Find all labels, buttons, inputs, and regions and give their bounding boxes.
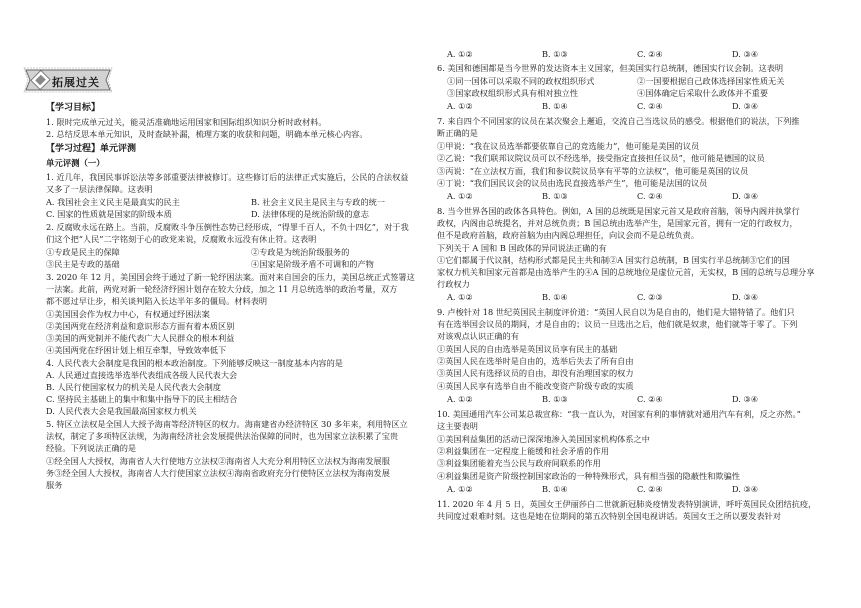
option-c[interactable]: C. ②④ <box>637 49 663 59</box>
question-text: 经验。下列说法正确的是 <box>46 443 137 453</box>
option-a[interactable]: A. ①② <box>447 484 473 494</box>
option-b[interactable]: B. ①④ <box>542 101 568 111</box>
question-text: 有在选举国会议员的期间，才是自由的；议员一旦选出之后，他们就是奴隶，他们就等于零了。下列 <box>437 319 798 329</box>
question-text: 2. 反腐败永远在路上。当前，反腐败斗争压倒性态势已经形成，“得罪千百人，不负十四亿”，对于我 <box>46 222 409 232</box>
statement: ④利益集团是资产阶级控制国家政治的一种特殊形式，具有相当强的隐蔽性和欺骗性 <box>437 471 740 481</box>
question-text: 一法案。此前，两党对新一轮经济纾困计划存在较大分歧，加之 11 月总统选举的政治考量，双方 <box>46 284 398 294</box>
statement-4: ④国家是阶级矛盾不可调和的产物 <box>251 259 374 269</box>
question-text: 3. 2020 年 12 月，美国国会终于通过了新一轮纾困法案。面对来自国会的压力，美国总统正式签署这 <box>46 272 415 282</box>
statement: 服务 <box>46 480 63 490</box>
banner-title: 拓展过关 <box>52 76 100 89</box>
option-d[interactable]: D. ③④ <box>732 394 759 404</box>
option-a[interactable]: A. ①② <box>447 292 473 302</box>
statement: 务③经全国人大授权，海南省人大行使国家立法权④海南省政府充分行使特区立法权为海南发展 <box>46 468 390 478</box>
statement-1: ①专政是民主的保障 <box>46 247 120 257</box>
statement-3: ③民主是专政的基础 <box>46 259 120 269</box>
statement: ①美国利益集团的活动已深深地渗入美国国家机构体系之中 <box>437 434 650 444</box>
option-a[interactable]: A. ①② <box>447 191 473 201</box>
question-text: 4. 人民代表大会制度是我国的根本政治制度。下列能够反映这一制度基本内容的是 <box>46 358 343 368</box>
statement: ④英国人民享有选举自由不能改变资产阶级专政的实质 <box>437 381 634 391</box>
question-text: 这主要表明 <box>437 421 478 431</box>
statement: ④美国两党在纾困计划上相互牵掣，导致效率低下 <box>46 345 227 355</box>
statement: ②美国两党在经济利益和意识形态方面有着本质区别 <box>46 321 235 331</box>
option-d[interactable]: D. ③④ <box>732 292 759 302</box>
question-text: 断正确的是 <box>437 128 478 138</box>
statement-1: ①同一国体可以采取不同的政权组织形式 <box>447 76 595 86</box>
statement: ③英国人民有选择议员的自由，却没有治理国家的权力 <box>437 368 634 378</box>
statement: ②英国人民在选举时是自由的，选举后失去了所有自由 <box>437 356 634 366</box>
option-c[interactable]: C. ②③ <box>637 292 663 302</box>
question-text: 10. 美国通用汽车公司某总裁宣称：“我一直认为，对国家有利的事情就对通用汽车有利，反之亦然。” <box>437 409 801 419</box>
learning-goal-heading: 【学习目标】 <box>46 103 101 113</box>
question-text: 5. 特区立法权是全国人大授予海南等经济特区的权力。海南建省办经济特区 30 多年来，利用特区立 <box>46 419 408 429</box>
option-a[interactable]: A. 人民通过直接选举选举代表组成各级人民代表大会 <box>46 370 238 380</box>
option-b[interactable]: B. ①③ <box>542 394 568 404</box>
statement: ①英国人民的自由选举是英国议员享有民主的基础 <box>437 344 618 354</box>
question-text: 下列关于 A 国和 B 国政体的异同说法正确的有 <box>437 243 607 253</box>
statement: ①美国国会作为权力中心，有权通过纾困法案 <box>46 309 210 319</box>
unit-test-heading: 单元评测（一） <box>46 158 105 168</box>
option-b[interactable]: B. 人民行使国家权力的机关是人民代表大会制度 <box>46 382 221 392</box>
section-banner <box>22 66 114 94</box>
option-a[interactable]: A. ①② <box>447 101 473 111</box>
option-d[interactable]: D. ③④ <box>732 191 759 201</box>
option-d[interactable]: D. ③④ <box>732 101 759 111</box>
question-text: 1. 近几年，我国民事诉讼法等多部重要法律被修订。这些修订后的法律正式实施后，公民的合法权益 <box>46 172 409 182</box>
question-text: 们这个把“人民”二字铭刻于心的政党来说，反腐败永远没有休止符。这表明 <box>46 234 317 244</box>
question-text: 政权，内阁由总统提名，并对总统负责；B 国总统由选举产生，是国家元首，拥有一定的行政权力， <box>437 218 798 228</box>
statement: ①经全国人大授权，海南省人大行使地方立法权②海南省人大充分利用特区立法权为海南发展服 <box>46 456 390 466</box>
statement: ②乙说：“我们联邦议院议员可以不经选举，接受指定直接担任议员”，他可能是德国的议员 <box>437 153 765 163</box>
option-c[interactable]: C. ②④ <box>637 101 663 111</box>
question-text: 共同度过艰难时刻。这也是她在位期间的第五次特别全国电视讲话。英国女王之所以要发表针对 <box>437 511 781 521</box>
question-text: 但不是政府首脑，政府首脑为由内阁总理担任，向议会而不是总统负责。 <box>437 230 700 240</box>
question-text: 法权，制定了多项特区法规，为海南经济社会发展提供法治保障的同时，也为国家立法积累了宝贵 <box>46 431 399 441</box>
option-c[interactable]: C. ②④ <box>637 484 663 494</box>
option-c[interactable]: C. 国家的性质就是国家的阶级本质 <box>46 209 172 219</box>
statement: 家权力机关和国家元首都是由选举产生的④A 国的总统地位是虚位元首，无实权，B 国的总统与总理分享 <box>437 267 815 277</box>
statement-4: ④国体确定后采取什么政体并不重要 <box>637 88 769 98</box>
statement-2: ②一国要根据自己政体选择国家性质无关 <box>637 76 785 86</box>
option-c[interactable]: C. 坚持民主基础上的集中和集中指导下的民主相结合 <box>46 394 238 404</box>
option-b[interactable]: B. ①③ <box>542 49 568 59</box>
option-d[interactable]: D. 法律体现的是统治阶级的意志 <box>251 209 369 219</box>
statement: 行政权力 <box>437 279 470 289</box>
option-d[interactable]: D. ③④ <box>732 484 759 494</box>
goal-line: 2. 总结反思本单元知识，及时查缺补漏，梳理方案的收获和问题，明确本单元核心内容。 <box>46 129 368 139</box>
statement: ③美国的两党制并不能代表广大人民群众的根本利益 <box>46 333 235 343</box>
option-a[interactable]: A. 我国社会主义民主是最真实的民主 <box>46 197 180 207</box>
option-b[interactable]: B. ①④ <box>542 484 568 494</box>
goal-line: 1. 限时完成单元过关，能灵活准确地运用国家和国际组织知识分析时政材料。 <box>46 117 327 127</box>
statement: ②利益集团在一定程度上能缓和社会矛盾的作用 <box>437 446 609 456</box>
question-text: 对该观点认识正确的有 <box>437 331 519 341</box>
statement-2: ②专政是为统治阶级服务的 <box>251 247 350 257</box>
option-a[interactable]: A. ①② <box>447 49 473 59</box>
option-b[interactable]: B. ①③ <box>542 191 568 201</box>
statement: ①甲说：“我在议员选举都要依靠自己的竞选能力”，他可能是美国的议员 <box>437 141 700 151</box>
option-d[interactable]: D. ③④ <box>732 49 759 59</box>
question-text: 8. 当今世界各国的政体各具特色。例如，A 国的总统既是国家元首又是政府首脑，领导内阁并执掌行 <box>437 206 800 216</box>
learning-process-heading: 【学习过程】单元评测 <box>46 144 137 154</box>
question-text: 又多了一层法律保障。这表明 <box>46 184 153 194</box>
question-text: 7. 来自四个不同国家的议员在某次聚会上邂逅，交流自己当选议员的感受。根据他们的说法，下列推 <box>437 116 800 126</box>
statement: ③丙说：“在立法权方面，我们和参议院议员享有平等的立法权”，他可能是英国的议员 <box>437 166 749 176</box>
statement-3: ③国家政权组织形式具有相对独立性 <box>447 88 579 98</box>
statement: ③利益集团能着充当公民与政府间联系的作用 <box>437 458 601 468</box>
option-a[interactable]: A. ①② <box>447 394 473 404</box>
statement: ①它们都属于代议制，结构形式都是民主共和制②A 国实行总统制，B 国实行半总统制③它们的国 <box>437 255 790 265</box>
option-c[interactable]: C. ②④ <box>637 394 663 404</box>
question-text: 6. 美国和德国都是当今世界的发达资本主义国家，但美国实行总统制，德国实行议会制。这表明 <box>437 63 784 73</box>
statement: ④丁说：“我们国民议会的议员由选民直接选举产生”，他可能是法国的议员 <box>437 178 708 188</box>
question-text: 都不愿过早让步，相关谈判陷入长达半年多的僵局。材料表明 <box>46 296 268 306</box>
option-d[interactable]: D. 人民代表大会是我国最高国家权力机关 <box>46 406 197 416</box>
option-c[interactable]: C. ②④ <box>637 191 663 201</box>
option-b[interactable]: B. ①④ <box>542 292 568 302</box>
question-text: 11. 2020 年 4 月 5 日，英国女王伊丽莎白二世就新冠肺炎疫情发表特别演讲，呼吁英国民众团结抗疫， <box>437 499 817 509</box>
option-b[interactable]: B. 社会主义民主是民主与专政的统一 <box>251 197 386 207</box>
question-text: 9. 卢梭针对 18 世纪英国民主制度评价道：“英国人民自以为是自由的，他们是大错特错了。他们只 <box>437 307 795 317</box>
